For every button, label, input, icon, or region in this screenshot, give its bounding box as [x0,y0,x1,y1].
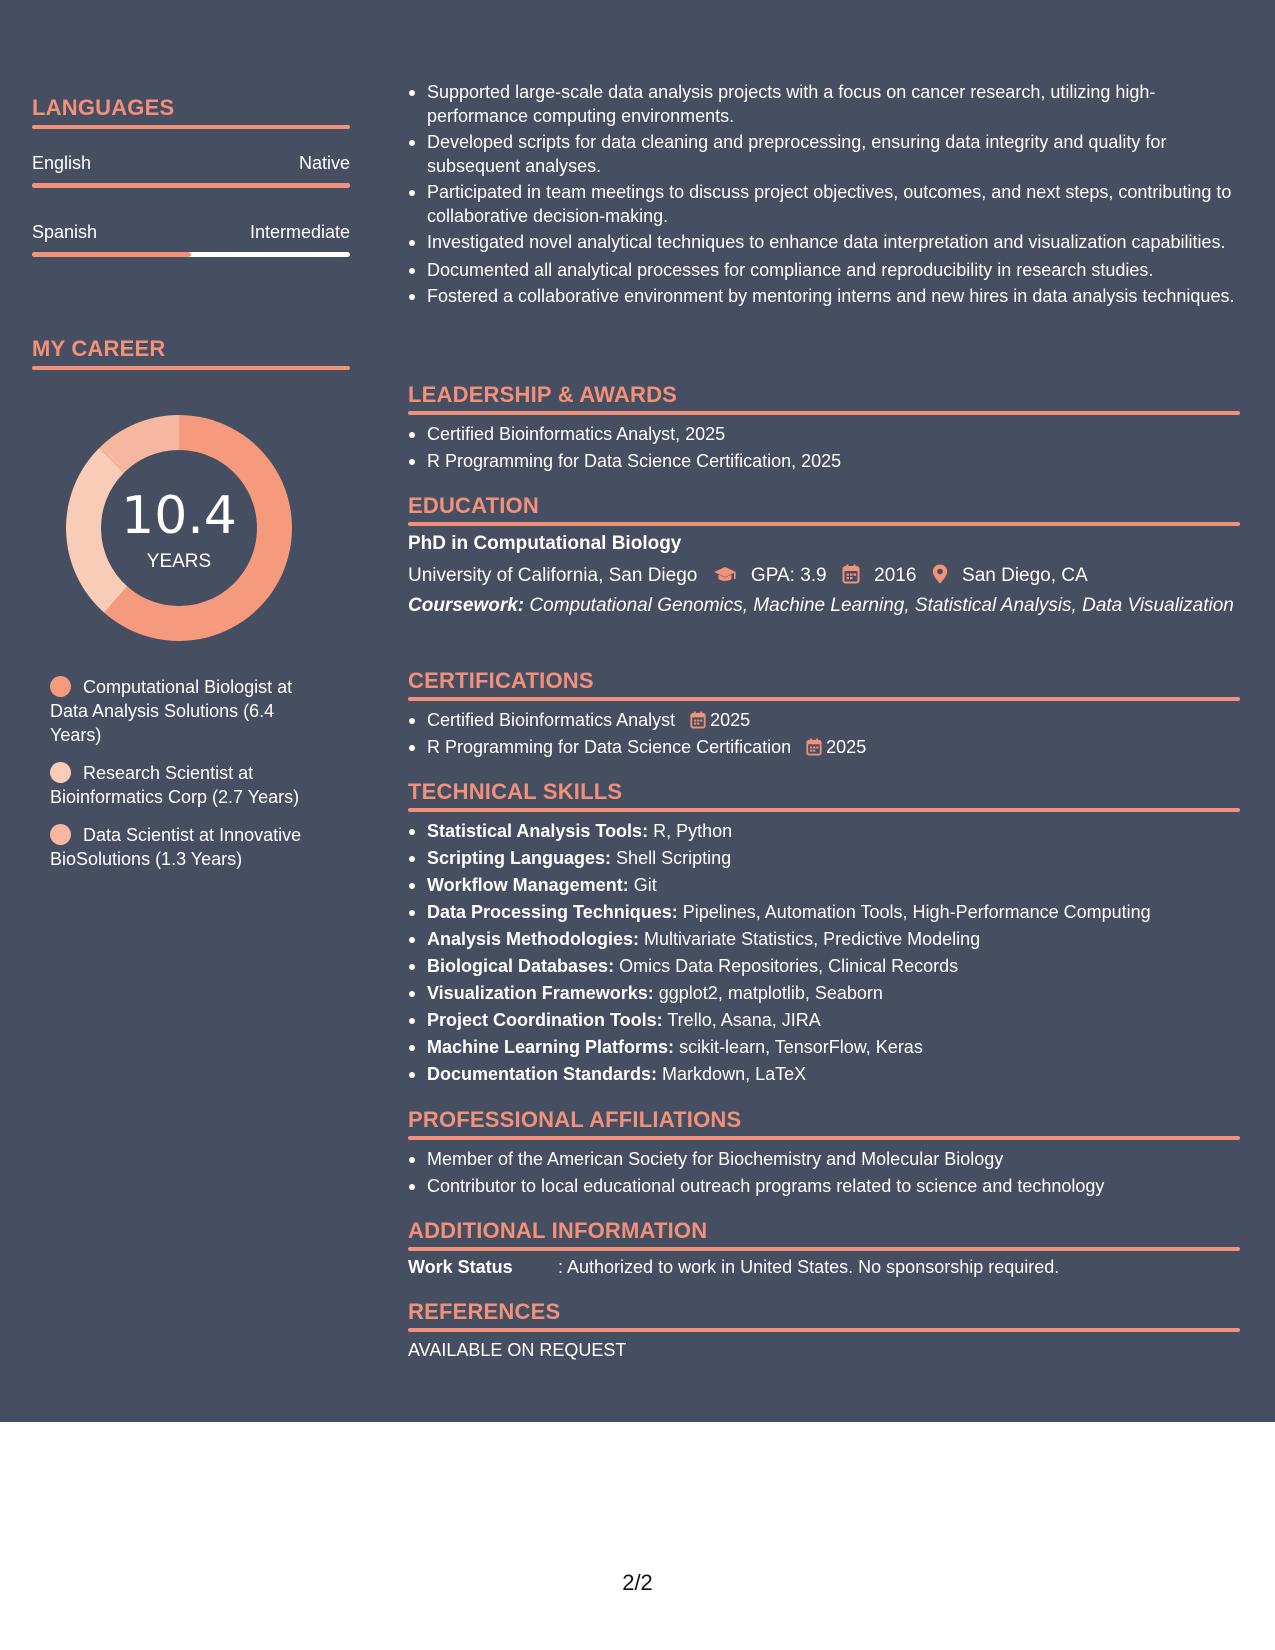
affiliations-list [408,1147,1240,1198]
skill-item [408,981,1240,1005]
skill-label: Visualization Frameworks: [427,983,654,1003]
experience-bullets [408,80,1240,308]
list-item: Developed scripts for data cleaning and preprocessing, ensuring data integrity and quality for subsequent analyses. [408,130,1240,178]
career-legend-item [50,675,320,747]
list-item [408,708,1240,732]
skill-value: Trello, Asana, JIRA [667,1010,821,1030]
affiliations-heading: PROFESSIONAL AFFILIATIONS [408,1107,742,1132]
skills-divider [408,808,1240,812]
skill-label: Statistical Analysis Tools: [427,821,649,841]
graduation-cap-icon [713,566,737,590]
languages-heading: LANGUAGES [32,95,175,120]
career-divider [32,366,350,370]
certification-name: Certified Bioinformatics Analyst [427,710,676,730]
map-pin-icon [932,564,948,590]
skills-list [408,819,1240,1089]
list-item: Supported large-scale data analysis projects with a focus on cancer research, utilizing high-performance computing environments. [408,80,1240,128]
list-item: Certified Bioinformatics Analyst, 2025 [408,422,1240,446]
career-heading: MY CAREER [32,336,166,361]
skill-label: Documentation Standards: [427,1064,658,1084]
skill-item [408,954,1240,978]
skill-value: Omics Data Repositories, Clinical Records [619,956,959,976]
education-gpa: GPA: 3.9 [750,565,827,586]
career-legend-label: Data Scientist at Innovative BioSolutions (1.3 Years) [50,825,302,869]
career-legend-label: Computational Biologist at Data Analysis Solutions (6.4 Years) [50,677,293,745]
list-item: Contributor to local educational outreach programs related to science and technology [408,1174,1240,1198]
certifications-heading: CERTIFICATIONS [408,668,594,693]
leadership-divider [408,411,1240,415]
education-coursework [408,594,1240,618]
skill-value: Pipelines, Automation Tools, High-Performance Computing [682,902,1151,922]
education-degree: PhD in Computational Biology [408,533,682,554]
list-item: Fostered a collaborative environment by mentoring interns and new hires in data analysis techniques. [408,284,1240,308]
language-name: Spanish [32,222,98,242]
language-level: Intermediate [249,222,350,242]
education-divider [408,522,1240,526]
skills-heading: TECHNICAL SKILLS [408,779,623,804]
certification-name: R Programming for Data Science Certification [427,737,792,757]
skill-value: Shell Scripting [616,848,732,868]
skill-value: R, Python [653,821,733,841]
skill-label: Biological Databases: [427,956,615,976]
calendar-icon [806,738,822,756]
language-proficiency-fill [32,252,191,257]
coursework-text: Computational Genomics, Machine Learning, Statistical Analysis, Data Visualization [529,595,1234,616]
list-item: Participated in team meetings to discuss project objectives, outcomes, and next steps, contributing to collaborative decision-making. [408,180,1240,228]
skill-item [408,846,1240,870]
skill-value: ggplot2, matplotlib, Seaborn [658,983,883,1003]
education-details [408,564,1088,590]
certifications-list [408,708,1240,759]
certification-date: 2025 [806,735,866,759]
language-name: English [32,153,92,173]
work-status-label: Work Status [408,1257,513,1277]
list-item [408,735,1240,759]
legend-dot [50,676,71,697]
language-proficiency-bar [32,183,350,188]
list-item: Documented all analytical processes for compliance and reproducibility in research studies. [408,258,1240,282]
career-total-years: 10.4 [121,486,237,546]
leadership-heading: LEADERSHIP & AWARDS [408,382,678,407]
education-location: San Diego, CA [962,565,1088,586]
skill-value: scikit-learn, TensorFlow, Keras [679,1037,923,1057]
skill-value: Multivariate Statistics, Predictive Modeling [644,929,981,949]
additional-info-divider [408,1247,1240,1251]
certification-date: 2025 [690,708,750,732]
skill-item [408,819,1240,843]
career-total-unit: YEARS [146,551,212,572]
career-legend-item [50,823,320,871]
page-number: 2/2 [622,1570,653,1595]
skill-label: Data Processing Techniques: [427,902,678,922]
skill-item [408,873,1240,897]
legend-dot [50,824,71,845]
additional-info-heading: ADDITIONAL INFORMATION [408,1218,708,1243]
certifications-divider [408,697,1240,701]
references-heading: REFERENCES [408,1299,561,1324]
skill-item [408,1035,1240,1059]
donut-segment [66,448,127,612]
skill-item [408,1008,1240,1032]
legend-dot [50,762,71,783]
career-donut-chart [66,415,292,641]
career-legend-label: Research Scientist at Bioinformatics Corp (2.7 Years) [50,763,300,807]
skill-label: Workflow Management: [427,875,629,895]
affiliations-divider [408,1136,1240,1140]
skill-item [408,1062,1240,1086]
education-school: University of California, San Diego [408,565,698,586]
education-heading: EDUCATION [408,493,539,518]
skill-label: Project Coordination Tools: [427,1010,663,1030]
work-status-value: : Authorized to work in United States. No sponsorship required. [558,1257,1060,1277]
list-item: Member of the American Society for Biochemistry and Molecular Biology [408,1147,1240,1171]
list-item: R Programming for Data Science Certification, 2025 [408,449,1240,473]
skill-item [408,900,1240,924]
language-proficiency-fill [32,183,350,188]
skill-item [408,927,1240,951]
languages-divider [32,125,350,129]
language-proficiency-bar [32,252,350,257]
calendar-icon [690,711,706,729]
references-text: AVAILABLE ON REQUEST [408,1340,627,1360]
education-year: 2016 [874,565,917,586]
skill-value: Markdown, LaTeX [662,1064,807,1084]
references-divider [408,1328,1240,1332]
coursework-label: Coursework: [408,595,525,616]
language-level: Native [298,153,350,173]
calendar-icon [842,564,860,590]
list-item: Investigated novel analytical techniques to enhance data interpretation and visualization capabilities. [408,230,1240,254]
skill-label: Analysis Methodologies: [427,929,640,949]
leadership-list [408,422,1240,473]
skill-value: Git [633,875,657,895]
skill-label: Machine Learning Platforms: [427,1037,675,1057]
career-legend-item [50,761,320,809]
skill-label: Scripting Languages: [427,848,612,868]
